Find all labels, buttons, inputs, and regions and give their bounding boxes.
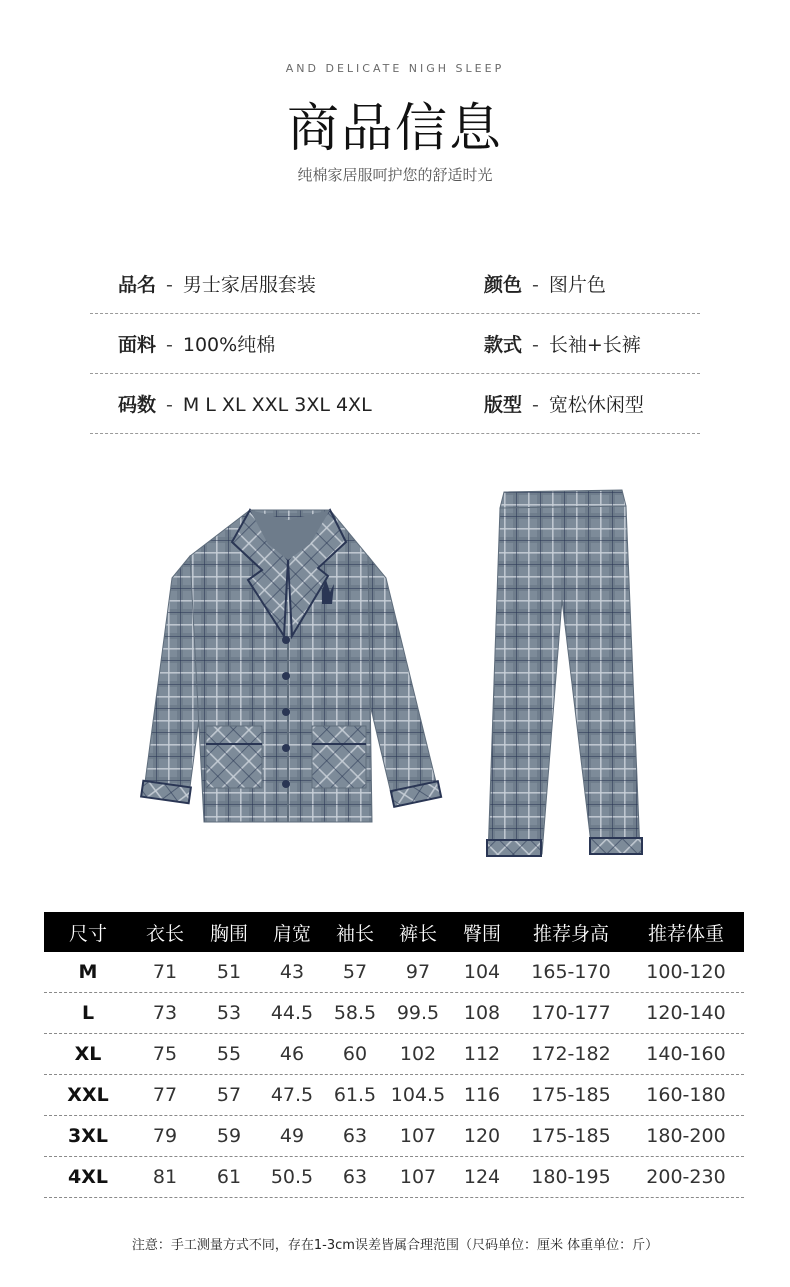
- table-cell: 172-182: [531, 1043, 611, 1065]
- table-cell: 124: [463, 1166, 501, 1188]
- table-row: [44, 1075, 744, 1116]
- info-item-color: [484, 270, 606, 297]
- info-label: 码数: [118, 394, 157, 416]
- pants-waistband: [500, 490, 626, 508]
- size-cell: XL: [74, 1043, 102, 1065]
- table-row: [44, 1157, 744, 1198]
- product-info: [90, 254, 700, 434]
- table-cell: 77: [152, 1084, 178, 1106]
- info-value: 100%纯棉: [182, 334, 276, 356]
- info-item-style: [484, 330, 641, 357]
- table-cell: 102: [399, 1043, 437, 1065]
- table-cell: 53: [216, 1002, 242, 1024]
- size-cell: XXL: [67, 1084, 109, 1106]
- info-row: [90, 374, 700, 434]
- pants-left-cuff: [487, 840, 541, 856]
- table-cell: 175-185: [531, 1125, 611, 1147]
- table-cell: 104.5: [390, 1084, 446, 1106]
- table-cell: 49: [279, 1125, 305, 1147]
- table-cell: 58.5: [333, 1002, 377, 1024]
- table-cell: 79: [152, 1125, 178, 1147]
- info-item-sizes: [118, 390, 372, 417]
- table-cell: 71: [152, 961, 178, 983]
- table-cell: 120: [463, 1125, 501, 1147]
- table-cell: 140-160: [646, 1043, 726, 1065]
- pajama-shirt-image: [141, 510, 441, 822]
- table-row: [44, 1116, 744, 1157]
- table-row: [44, 952, 744, 993]
- info-value: 宽松休闲型: [548, 394, 644, 416]
- info-dash: -: [532, 334, 539, 356]
- info-row: [90, 314, 700, 374]
- table-cell: 100-120: [646, 961, 726, 983]
- shirt-button: [282, 672, 290, 680]
- info-item-fit: [484, 390, 644, 417]
- table-cell: 107: [399, 1166, 437, 1188]
- table-cell: 81: [152, 1166, 178, 1188]
- table-cell: 108: [463, 1002, 501, 1024]
- size-cell: 4XL: [68, 1166, 108, 1188]
- info-label: 面料: [118, 334, 157, 356]
- measurement-footnote: 注意：手工测量方式不同，存在1-3cm误差皆属合理范围（尺码单位：厘米 体重单位：斤）: [131, 1238, 659, 1253]
- table-cell: 51: [216, 961, 242, 983]
- table-cell: 47.5: [270, 1084, 314, 1106]
- table-cell: 44.5: [270, 1002, 314, 1024]
- header-cell: 衣长: [145, 922, 184, 945]
- info-item-fabric: [118, 330, 275, 357]
- info-label: 颜色: [484, 274, 523, 296]
- table-cell: 165-170: [531, 961, 611, 983]
- header-cell: 推荐体重: [647, 922, 724, 945]
- table-cell: 97: [405, 961, 431, 983]
- header-cell: 臀围: [462, 922, 501, 945]
- header-cell: 裤长: [398, 922, 437, 945]
- table-cell: 46: [279, 1043, 305, 1065]
- info-dash: -: [532, 394, 539, 416]
- table-cell: 75: [152, 1043, 178, 1065]
- table-cell: 57: [342, 961, 368, 983]
- table-cell: 61: [216, 1166, 242, 1188]
- table-cell: 104: [463, 961, 501, 983]
- info-value: 长袖+长裤: [548, 334, 641, 356]
- pants-right-cuff: [590, 838, 642, 854]
- info-dash: -: [532, 274, 539, 296]
- table-cell: 63: [342, 1125, 368, 1147]
- shirt-right-pocket: [312, 726, 366, 788]
- shirt-left-pocket: [206, 726, 262, 788]
- size-cell: 3XL: [68, 1125, 108, 1147]
- table-cell: 180-200: [646, 1125, 726, 1147]
- info-dash: -: [166, 274, 173, 296]
- table-cell: 57: [216, 1084, 242, 1106]
- shirt-button: [282, 708, 290, 716]
- table-cell: 112: [463, 1043, 501, 1065]
- shirt-button: [282, 636, 290, 644]
- size-table: [44, 912, 744, 1198]
- table-cell: 73: [152, 1002, 178, 1024]
- table-cell: 60: [342, 1043, 368, 1065]
- table-cell: 120-140: [646, 1002, 726, 1024]
- table-cell: 99.5: [396, 1002, 440, 1024]
- table-cell: 175-185: [531, 1084, 611, 1106]
- info-label: 款式: [484, 334, 523, 356]
- shirt-button: [282, 744, 290, 752]
- shirt-button: [282, 780, 290, 788]
- table-cell: 116: [463, 1084, 501, 1106]
- table-cell: 59: [216, 1125, 242, 1147]
- header-cell: 推荐身高: [532, 922, 609, 945]
- table-cell: 61.5: [333, 1084, 377, 1106]
- page-subtitle: 纯棉家居服呵护您的舒适时光: [297, 166, 493, 184]
- garment-illustration: [0, 480, 790, 880]
- header-cell: 肩宽: [272, 922, 311, 945]
- info-dash: -: [166, 334, 173, 356]
- table-cell: 180-195: [531, 1166, 611, 1188]
- page-title: 商品信息: [286, 99, 503, 159]
- info-value: 图片色: [548, 274, 606, 296]
- table-cell: 160-180: [646, 1084, 726, 1106]
- header-cell: 尺寸: [68, 922, 107, 945]
- info-value: M L XL XXL 3XL 4XL: [182, 394, 372, 416]
- info-dash: -: [166, 394, 173, 416]
- table-row: [44, 993, 744, 1034]
- pajama-pants-image: [487, 490, 642, 856]
- info-label: 版型: [484, 394, 523, 416]
- info-label: 品名: [118, 274, 157, 296]
- size-cell: M: [78, 961, 98, 983]
- table-cell: 50.5: [270, 1166, 314, 1188]
- table-cell: 200-230: [646, 1166, 726, 1188]
- pants-body: [488, 506, 640, 856]
- table-cell: 107: [399, 1125, 437, 1147]
- info-item-name: [118, 270, 316, 297]
- header-cell: 胸围: [209, 922, 248, 945]
- size-table-header: [44, 912, 744, 952]
- table-cell: 43: [279, 961, 305, 983]
- header-cell: 袖长: [335, 922, 374, 945]
- info-value: 男士家居服套装: [182, 274, 316, 296]
- size-cell: L: [81, 1002, 95, 1024]
- info-row: [90, 254, 700, 314]
- table-row: [44, 1034, 744, 1075]
- table-cell: 170-177: [531, 1002, 611, 1024]
- header-eyebrow: AND DELICATE NIGH SLEEP: [285, 62, 505, 75]
- table-cell: 63: [342, 1166, 368, 1188]
- table-cell: 55: [216, 1043, 242, 1065]
